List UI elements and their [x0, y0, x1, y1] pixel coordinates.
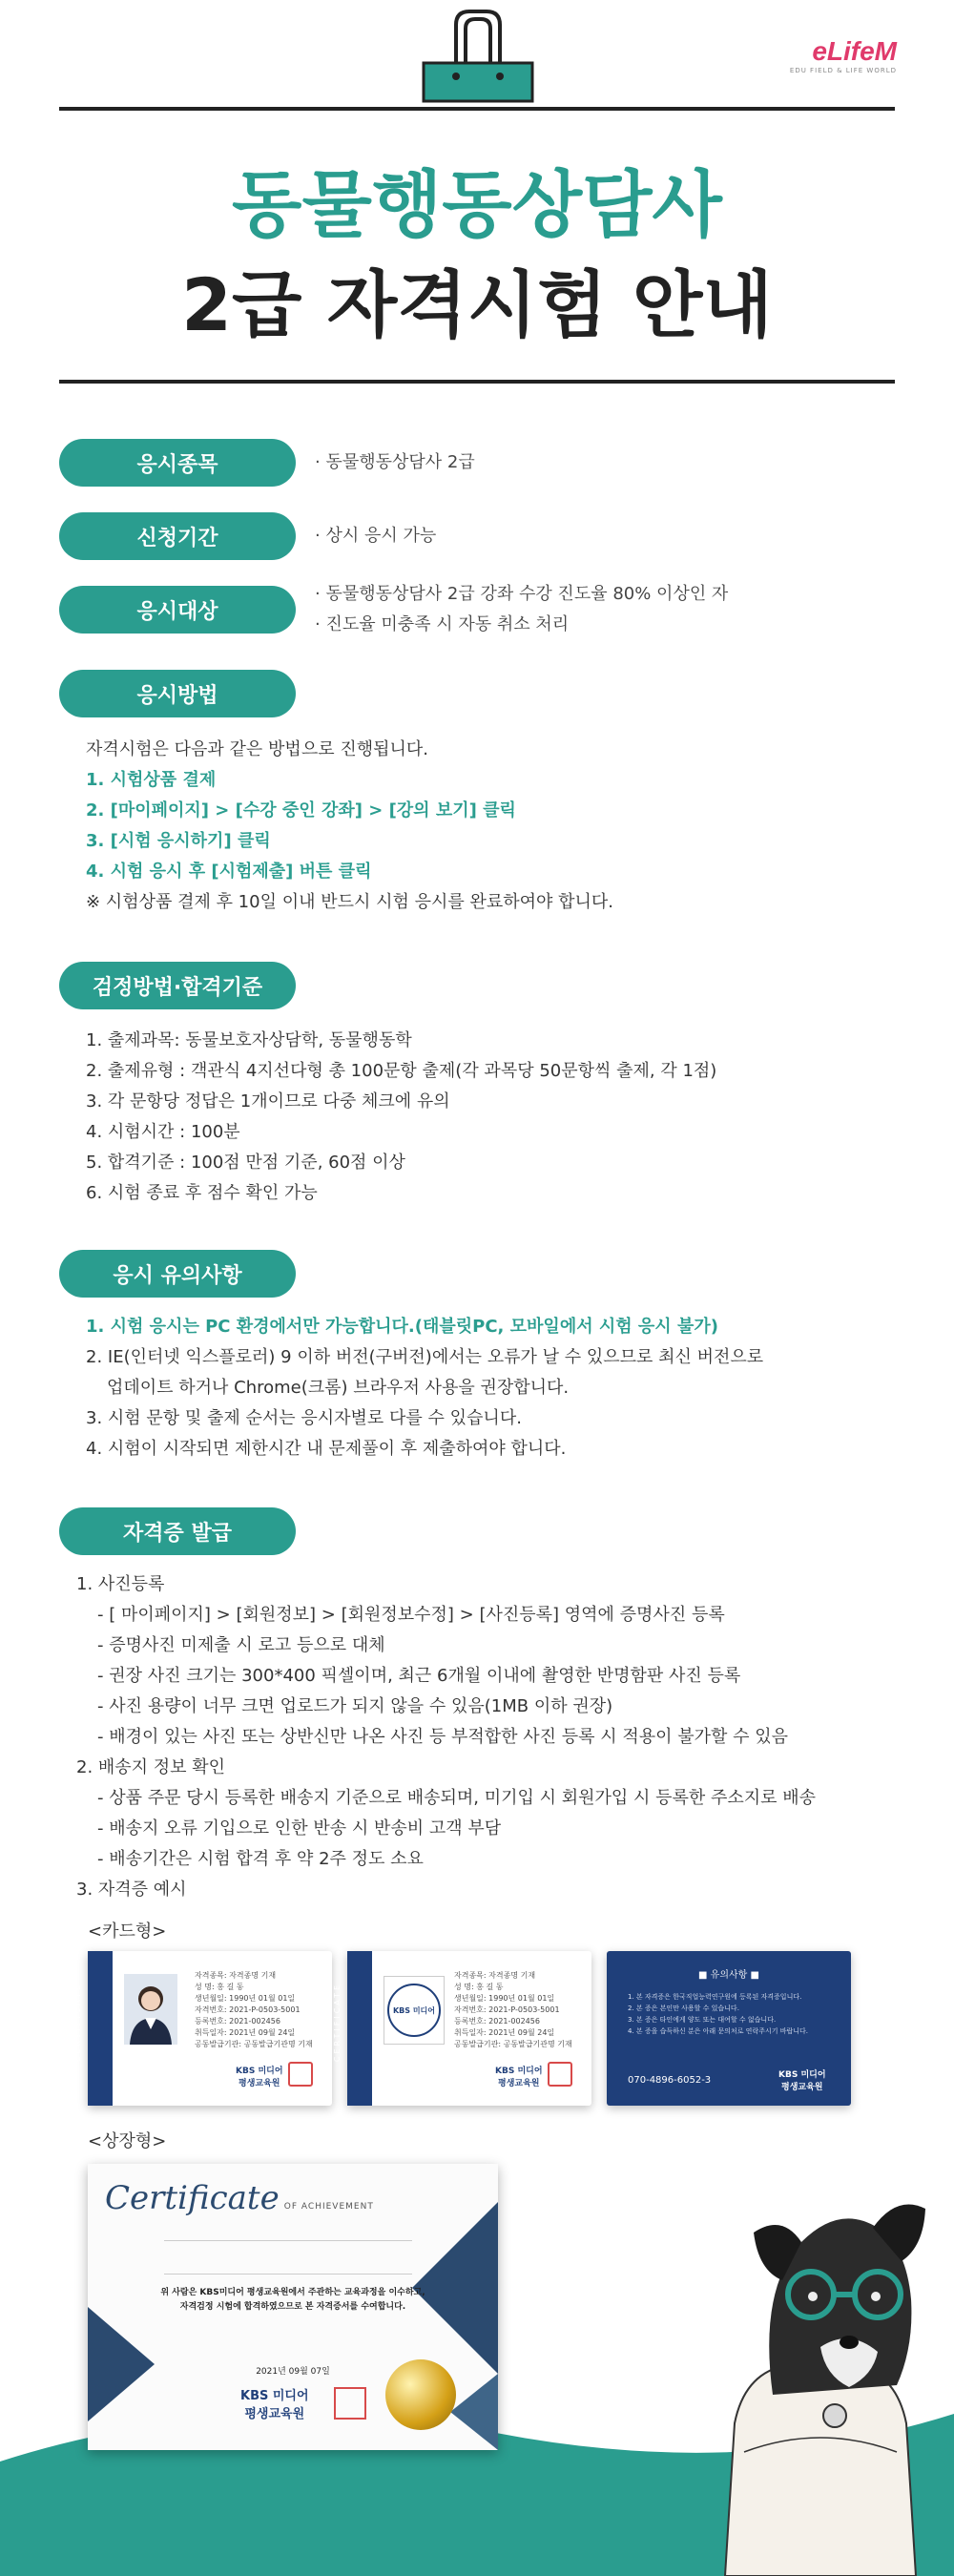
card-stamp	[548, 2062, 572, 2087]
label-eligibility: 응시대상	[59, 586, 296, 634]
value-line: · 상시 응시 가능	[315, 526, 437, 546]
card-type-label: <카드형>	[88, 1922, 167, 1942]
card-back-line: 4. 본 증을 습득하신 분은 아래 문의처로 연락주시기 바랍니다.	[628, 2027, 808, 2035]
award-body	[88, 2286, 498, 2315]
card-sample-front-2	[333, 1951, 591, 2106]
brand-logo[interactable]	[790, 36, 897, 74]
notes-item: 1. 시험 응시는 PC 환경에서만 가능합니다.(태블릿PC, 모바일에서 시험 응시 불가)	[86, 1317, 718, 1337]
notes-item: 2. IE(인터넷 익스플로러) 9 이하 버전(구버전)에서는 오류가 날 수 있으므로 최신 버전으로	[86, 1347, 764, 1367]
card-strip	[333, 1951, 372, 2106]
card-back-line: 2. 본 증은 본인만 사용할 수 있습니다.	[628, 2005, 739, 2012]
notes-item: 업데이트 하거나 Chrome(크롬) 브라우저 사용을 권장합니다.	[107, 1378, 570, 1398]
card-back-lines	[628, 1991, 808, 2037]
card-field: 자격번호: 2021-P-0503-5001	[195, 2005, 301, 2014]
award-type-label: <상장형>	[88, 2131, 167, 2151]
card-field: 자격종목: 자격종명 기재	[454, 1971, 536, 1980]
kbs-text: KBS 미디어	[240, 2389, 309, 2403]
card-strip-text: CERTIFICATE	[73, 1982, 83, 2063]
issue-step: 3. 자격증 예시	[76, 1880, 187, 1900]
card-field: 취득일자: 2021년 09월 24일	[195, 2028, 296, 2037]
method-intro: 자격시험은 다음과 같은 방법으로 진행됩니다.	[86, 739, 428, 759]
card-sample-back	[607, 1951, 851, 2106]
issue-item: - 권장 사진 크기는 300*400 픽셀이며, 최근 6개월 이내에 촬영한 반명함판 사진 등록	[97, 1666, 741, 1686]
card-emblem	[384, 1976, 445, 2045]
kbs-text: KBS 미디어	[778, 2070, 826, 2080]
title-line1: 동물행동상담사	[232, 162, 722, 247]
criteria-list	[86, 1026, 716, 1209]
card-field: 공동발급기관: 공동발급기관명 기재	[195, 2040, 313, 2048]
criteria-item: 4. 시험시간 : 100분	[86, 1122, 240, 1142]
award-body-line: 위 사람은 KBS미디어 평생교육원에서 주관하는 교육과정을 이수하고,	[160, 2288, 425, 2297]
method-step: 1. 시험상품 결제	[86, 770, 217, 790]
award-stamp	[334, 2387, 366, 2420]
method-step: 2. [마이페이지] > [수강 중인 강좌] > [강의 보기] 클릭	[86, 800, 516, 821]
issue-item: - 배송지 오류 기입으로 인한 반송 시 반송비 고객 부담	[97, 1818, 502, 1839]
card-field: 공동발급기관: 공동발급기관명 기재	[454, 2040, 572, 2048]
award-title-text: Certificate	[105, 2179, 280, 2217]
card-field: 자격번호: 2021-P-0503-5001	[454, 2005, 560, 2014]
title-line2: 2급 자격시험 안내	[181, 262, 773, 347]
card-field: 자격종목: 자격종명 기재	[195, 1971, 277, 1980]
card-field: 생년월일: 1990년 01월 01일	[195, 1994, 296, 2003]
value-line: · 동물행동상담사 2급	[315, 452, 475, 472]
page-title	[0, 157, 954, 358]
kbs-sub-text: 평생교육원	[244, 2407, 305, 2421]
label-exam-type: 응시종목	[59, 439, 296, 487]
issue-item: - 증명사진 미제출 시 로고 등으로 대체	[97, 1635, 385, 1655]
card-field: 성 명: 홍 길 동	[454, 1983, 504, 1991]
card-fields	[195, 1970, 313, 2050]
card-strip-text: CERTIFICATE	[333, 1982, 342, 2063]
card-fields	[454, 1970, 572, 2050]
card-field: 성 명: 홍 길 동	[195, 1983, 244, 1991]
award-body-line: 자격검정 시험에 합격하였으므로 본 자격증서를 수여합니다.	[179, 2302, 406, 2312]
card-back-line: 3. 본 증은 타인에게 양도 또는 대여할 수 없습니다.	[628, 2016, 777, 2024]
criteria-item: 5. 합격기준 : 100점 만점 기준, 60점 이상	[86, 1153, 405, 1173]
issue-list	[76, 1569, 816, 1905]
value-exam-type	[315, 447, 475, 478]
notes-item: 4. 시험이 시작되면 제한시간 내 문제풀이 후 제출하여야 합니다.	[86, 1439, 567, 1459]
card-kbs-logo	[495, 2064, 543, 2088]
issue-item: - [ 마이페이지] > [회원정보] > [회원정보수정] > [사진등록] 영역에 증명사진 등록	[97, 1605, 725, 1625]
kbs-sub-text: 평생교육원	[781, 2083, 823, 2092]
card-field: 등록번호: 2021-002456	[195, 2017, 280, 2025]
card-stamp	[288, 2062, 313, 2087]
criteria-item: 3. 각 문항당 정답은 1개이므로 다중 체크에 유의	[86, 1091, 450, 1111]
kbs-text: KBS 미디어	[236, 2067, 283, 2076]
value-apply-period	[315, 521, 436, 551]
label-notes: 응시 유의사항	[59, 1250, 296, 1298]
criteria-item: 2. 출제유형 : 객관식 4지선다형 총 100문항 출제(각 과목당 50문항씩 출제, 각 1점)	[86, 1061, 717, 1081]
criteria-item: 6. 시험 종료 후 점수 확인 가능	[86, 1183, 318, 1203]
label-issue: 자격증 발급	[59, 1507, 296, 1555]
kbs-text: KBS 미디어	[495, 2067, 543, 2076]
card-back-line: 1. 본 자격증은 한국직업능력연구원에 등록된 자격증입니다.	[628, 1993, 802, 2001]
award-title-sub: OF ACHIEVEMENT	[283, 2202, 374, 2212]
notes-list	[86, 1312, 763, 1465]
card-back-phone: 070-4896-6052-3	[628, 2075, 712, 2086]
method-body	[86, 735, 613, 918]
label-criteria: 검정방법·합격기준	[59, 962, 296, 1009]
value-line: · 진도율 미충족 시 자동 취소 처리	[315, 614, 570, 634]
method-note: ※ 시험상품 결제 후 10일 이내 반드시 시험 응시를 완료하여야 합니다.	[86, 892, 614, 912]
issue-step: 1. 사진등록	[76, 1574, 165, 1594]
issue-item: - 배송기간은 시험 합격 후 약 2주 정도 소요	[97, 1849, 424, 1869]
label-apply-period: 신청기간	[59, 512, 296, 560]
brand-tagline: EDU FIELD & LIFE WORLD	[789, 67, 897, 74]
notes-item: 3. 시험 문항 및 출제 순서는 응시자별로 다를 수 있습니다.	[86, 1408, 522, 1428]
method-step: 4. 시험 응시 후 [시험제출] 버튼 클릭	[86, 862, 372, 882]
method-step: 3. [시험 응시하기] 클릭	[86, 831, 271, 851]
header-rule	[59, 107, 895, 111]
card-kbs-logo	[236, 2064, 283, 2088]
binder-clip-icon	[420, 8, 536, 103]
card-sample-front-1	[73, 1951, 332, 2106]
criteria-item: 1. 출제과목: 동물보호자상담학, 동물행동학	[86, 1030, 412, 1050]
award-date: 2021년 09월 07일	[256, 2367, 330, 2377]
issue-item: - 배경이 있는 사진 또는 상반신만 나온 사진 등 부적합한 사진 등록 시 적용이 불가할 수 있음	[97, 1727, 789, 1747]
award-fields-placeholder	[164, 2240, 412, 2275]
card-back-kbs	[778, 2067, 826, 2092]
issue-item: - 상품 주문 당시 등록한 배송지 기준으로 배송되며, 미기입 시 회원가입 시 등록한 주소지로 배송	[97, 1788, 817, 1808]
value-line: · 동물행동상담사 2급 강좌 수강 진도율 80% 이상인 자	[315, 584, 729, 604]
label-method: 응시방법	[59, 670, 296, 717]
card-field: 생년월일: 1990년 01월 01일	[454, 1994, 555, 2003]
card-field: 등록번호: 2021-002456	[454, 2017, 540, 2025]
issue-step: 2. 배송지 정보 확인	[76, 1757, 226, 1777]
dog-with-glasses-illustration	[668, 2137, 944, 2576]
value-eligibility	[315, 579, 728, 640]
award-kbs-logo	[240, 2385, 309, 2421]
issue-item: - 사진 용량이 너무 크면 업로드가 되지 않을 수 있음(1MB 이하 권장)	[97, 1696, 613, 1716]
card-back-title: ■ 유의사항 ■	[698, 1970, 759, 1981]
award-certificate	[88, 2164, 498, 2450]
gold-seal-icon	[385, 2359, 456, 2430]
title-rule	[59, 380, 895, 384]
award-title	[105, 2179, 374, 2217]
card-photo	[124, 1974, 177, 2045]
card-strip	[73, 1951, 113, 2106]
brand-logo-text: eLifeM	[812, 36, 897, 66]
card-emblem-logo: KBS 미디어	[387, 1984, 441, 2037]
card-field: 취득일자: 2021년 09월 24일	[454, 2028, 555, 2037]
kbs-sub-text: 평생교육원	[498, 2079, 540, 2088]
kbs-sub-text: 평생교육원	[238, 2079, 280, 2088]
